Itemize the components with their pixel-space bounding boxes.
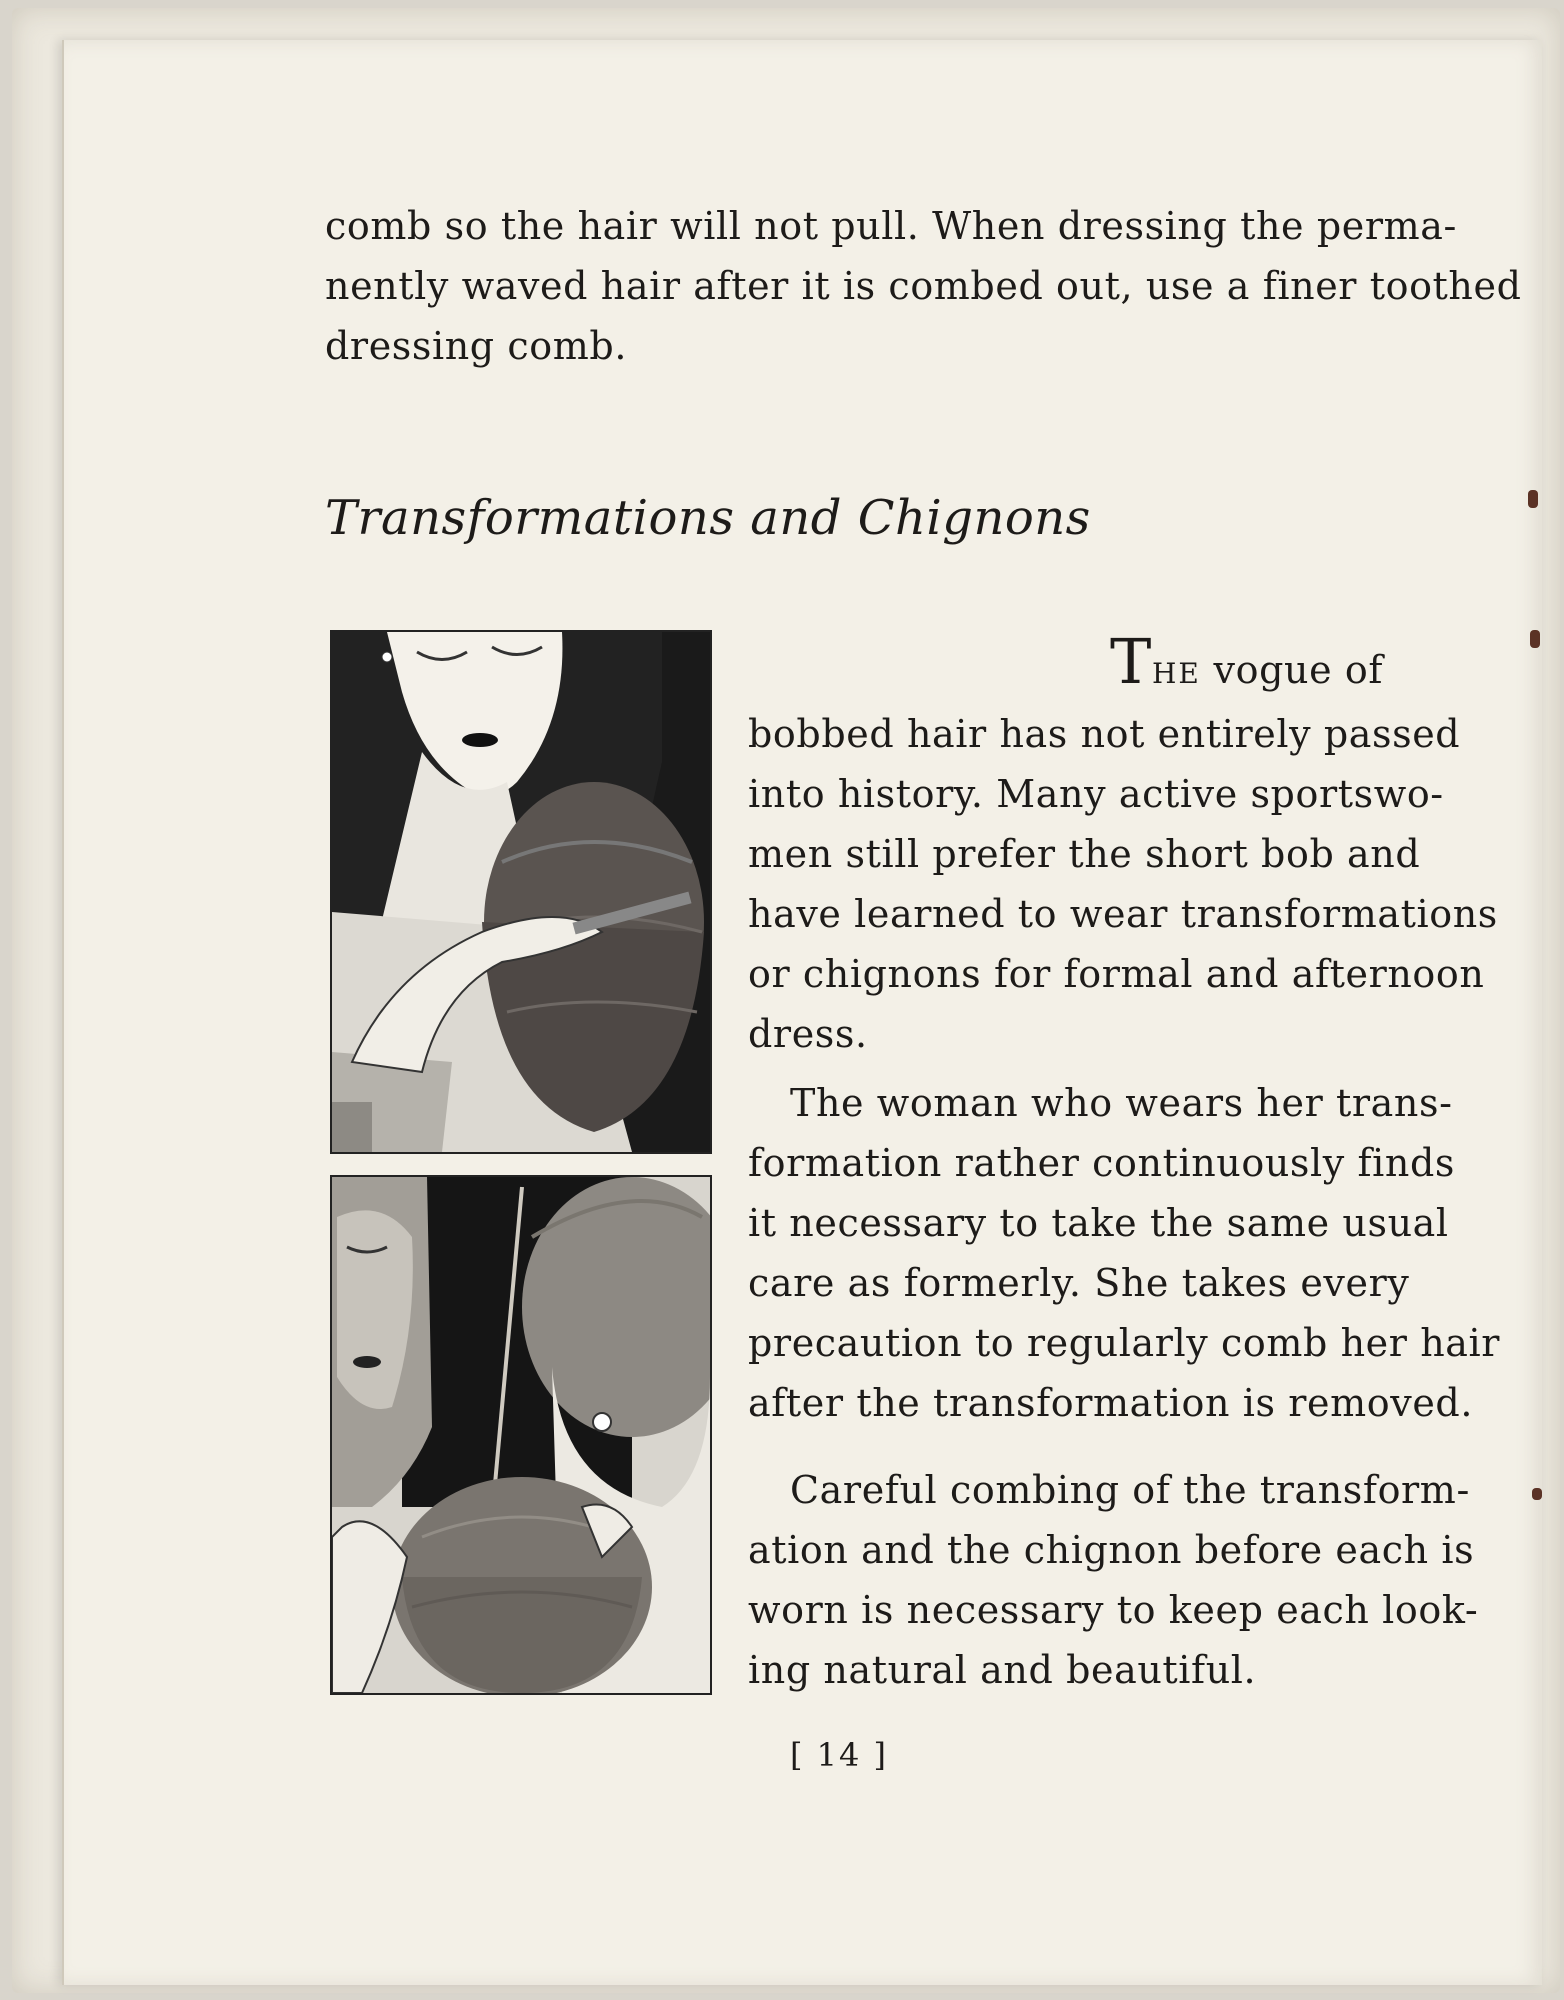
paragraph-line: Careful combing of the transform- [790,1468,1470,1512]
binding-stain [1530,630,1540,648]
paragraph-line: or chignons for formal and afternoon [748,952,1485,996]
intro-line: dressing comb. [325,324,628,368]
paragraph-line: ing natural and beautiful. [748,1648,1257,1692]
intro-line: nently waved hair after it is combed out, use a finer toothed [325,264,1522,308]
section-heading: Transformations and Chignons [325,490,1091,546]
paragraph-line: men still prefer the short bob and [748,832,1421,876]
intro-paragraph [325,196,1522,376]
illustration-woman-combing-bob-svg [332,632,710,1152]
illustration-mirror-and-hairdresser-svg [332,1177,710,1693]
paragraph-vogue [748,625,1498,1064]
paragraph-woman-who-wears [748,1073,1501,1433]
intro-line: comb so the hair will not pull. When dressing the perma- [325,204,1457,248]
paragraph-line: dress. [748,1012,868,1056]
paragraph-line: after the transformation is removed. [748,1381,1474,1425]
small-caps-word: HE [1152,657,1201,690]
illustration-woman-combing-bob [330,630,712,1154]
page-number: [ 14 ] [790,1736,889,1774]
paragraph-line: into history. Many active sportswo- [748,772,1444,816]
paragraph-line: precaution to regularly comb her hair [748,1321,1501,1365]
illustration-mirror-and-hairdresser [330,1175,712,1695]
page-gutter [62,40,64,1985]
paragraph-line: have learned to wear transformations [748,892,1498,936]
first-line-text: vogue of [1200,648,1383,692]
paragraph-first-line [748,625,1383,704]
paragraph-line: formation rather continuously finds [748,1141,1456,1185]
paragraph-line: bobbed hair has not entirely passed [748,712,1461,756]
binding-stain [1528,490,1538,508]
paragraph-careful-combing [748,1460,1479,1700]
paragraph-line: worn is necessary to keep each look- [748,1588,1479,1632]
drop-cap: T [1110,625,1152,698]
paragraph-line: care as formerly. She takes every [748,1261,1410,1305]
paragraph-line: it necessary to take the same usual [748,1201,1449,1245]
paragraph-line: The woman who wears her trans- [790,1081,1453,1125]
paragraph-line: ation and the chignon before each is [748,1528,1475,1572]
binding-stain [1532,1488,1542,1500]
